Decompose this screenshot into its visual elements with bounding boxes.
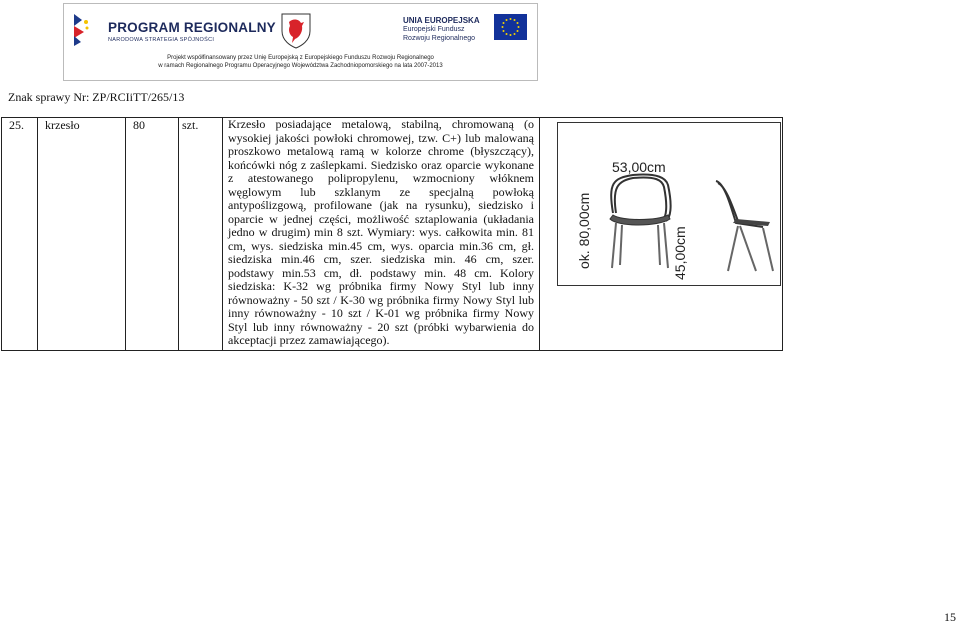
item-quantity: 80	[126, 118, 179, 351]
cofinancing-note-line2: w ramach Regionalnego Programu Operacyjnego Województwa Zachodniopomorskiego na lata 2007-2013	[158, 63, 443, 69]
voivodeship-crest-icon	[281, 13, 311, 49]
eu-fund-line2: Rozwoju Regionalnego	[403, 35, 475, 42]
program-subtitle: NARODOWA STRATEGIA SPÓJNOŚCI	[108, 37, 215, 43]
eu-text	[403, 16, 480, 43]
chair-drawing-cell	[540, 118, 783, 351]
program-regionalny-logo-icon	[72, 12, 92, 48]
header-banner	[63, 3, 538, 81]
eu-flag-icon	[494, 14, 527, 40]
item-number: 25.	[2, 118, 38, 351]
item-description-cell	[223, 118, 540, 351]
item-name: krzesło	[38, 118, 126, 351]
table-row	[2, 118, 783, 351]
specification-table	[1, 117, 783, 351]
drawing-height-label: ok. 80,00cm	[576, 192, 592, 269]
eu-title: UNIA EUROPEJSKA	[403, 16, 480, 25]
program-title: PROGRAM REGIONALNY	[108, 20, 276, 35]
item-unit: szt.	[179, 118, 223, 351]
drawing-width-label: 53,00cm	[612, 159, 666, 175]
page-number: 15	[944, 610, 956, 624]
eu-fund-line1: Europejski Fundusz	[403, 26, 465, 33]
item-description: Krzesło posiadające metalową, stabilną, chromowaną (o wysokiej jakości powłoki chromowej, tzw. C+) lub malowaną proszkowo metalową ramą w kolorze chrome (błyszczący), końcówki nóg z zaślepkami. Siedzisko oraz oparcie wykonane z atestowanego polipropylenu, wzmocniony włóknem węglowym lub szklanym ze specjalną powłoką antypoślizgową, profilowane (jak na rysunku), siedzisko i oparcie w jednej części, możliwość sztaplowania (układania jedno w drugim) min 8 szt. Wymiary: wys. całkowita min. 81 cm, wys. siedziska min.45 cm, wys. oparcia min.36 cm, gł. siedziska min.46 cm, szer. siedziska min. 46 cm, szer. podstawy min.53 cm, dł. podstawy min. 48 cm. Kolory siedziska: K-32 wg próbnika firmy Nowy Styl lub inny równoważny - 50 szt / K-30 wg próbnika firmy Nowy Styl lub inny równoważny - 10 szt / K-01 wg próbnika firmy Nowy Styl lub inny równoważny - 20 szt (próbki wybarwienia do akceptacji przez zamawiającego).	[228, 117, 534, 347]
chair-drawing	[557, 122, 781, 286]
case-number: Znak sprawy Nr: ZP/RCIiTT/265/13	[8, 90, 185, 104]
drawing-seat-height-label: 45,00cm	[672, 226, 688, 280]
cofinancing-note-line1: Projekt współfinansowany przez Unię Europejską z Europejskiego Funduszu Rozwoju Regionalnego	[167, 55, 434, 61]
